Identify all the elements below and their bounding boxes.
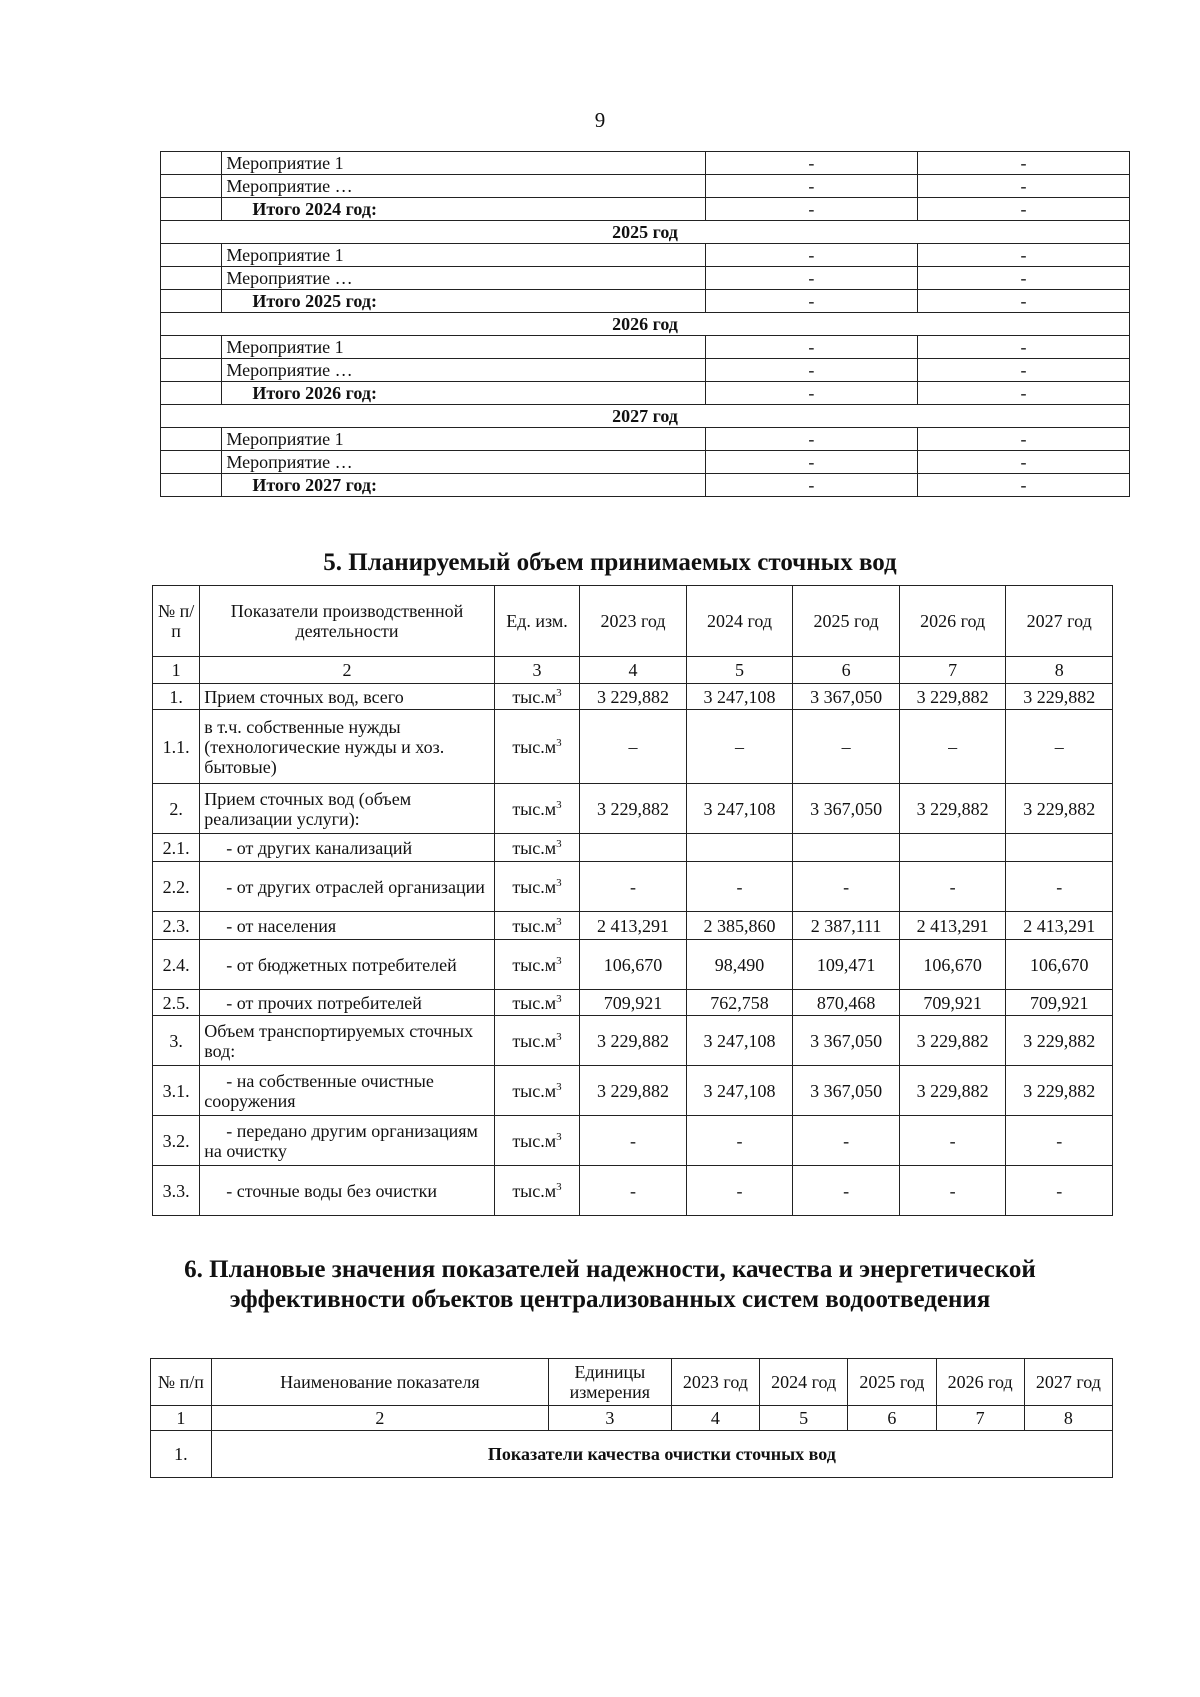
value-cell: 3 229,882: [899, 684, 1006, 710]
year-label: 2027 год: [161, 405, 1130, 428]
column-index: 6: [793, 657, 900, 684]
indicators-table: [150, 1358, 1113, 1478]
value-cell: 3 247,108: [686, 784, 793, 834]
unit-superscript: 3: [556, 736, 562, 749]
unit-superscript: 3: [556, 992, 562, 1005]
column-index: 1: [153, 657, 200, 684]
activity-name: Мероприятие 1: [222, 244, 705, 267]
table-row: [153, 1116, 1113, 1166]
unit-cell: [494, 834, 579, 862]
unit-text: тыс.м: [512, 954, 557, 975]
unit-superscript: 3: [556, 686, 562, 699]
value-cell: 3 229,882: [580, 784, 687, 834]
value-cell: -: [580, 1166, 687, 1216]
value-cell: -: [686, 1166, 793, 1216]
value-cell: [580, 834, 687, 862]
value-cell: 3 229,882: [1006, 1016, 1113, 1066]
column-index: 2: [211, 1406, 548, 1431]
unit-text: тыс.м: [512, 736, 557, 757]
value-cell: 2 413,291: [899, 912, 1006, 940]
unit-cell: [494, 912, 579, 940]
value-cell: 3 229,882: [1006, 784, 1113, 834]
year-label: 2026 год: [161, 313, 1130, 336]
activity-value: -: [705, 336, 917, 359]
row-number: 3.1.: [153, 1066, 200, 1116]
indicator-name: - на собственные очистные сооружения: [200, 1066, 495, 1116]
activity-value: -: [917, 175, 1129, 198]
activity-name: Мероприятие …: [222, 175, 705, 198]
activity-name: Итого 2026 год:: [222, 382, 705, 405]
activity-name: Мероприятие …: [222, 267, 705, 290]
column-header: Показатели производственной деятельности: [200, 586, 495, 657]
column-header: 2025 год: [848, 1359, 936, 1406]
activity-name: Итого 2027 год:: [222, 474, 705, 497]
year-row: [161, 221, 1130, 244]
unit-superscript: 3: [556, 1030, 562, 1043]
value-cell: -: [1006, 1166, 1113, 1216]
wastewater-volume-table-body: [153, 586, 1113, 1216]
value-cell: 109,471: [793, 940, 900, 990]
unit-cell: [494, 1066, 579, 1116]
column-header: Единицы измерения: [548, 1359, 671, 1406]
unit-superscript: 3: [556, 1080, 562, 1093]
activity-value: -: [705, 244, 917, 267]
section-5-title: 5. Планируемый объем принимаемых сточных вод: [323, 549, 897, 576]
indicator-name: Прием сточных вод (объем реализации услуги):: [200, 784, 495, 834]
value-cell: –: [899, 710, 1006, 784]
activity-value: -: [705, 451, 917, 474]
value-cell: -: [686, 1116, 793, 1166]
table-row: [153, 1016, 1113, 1066]
activity-name: Мероприятие …: [222, 451, 705, 474]
row-number: 2.3.: [153, 912, 200, 940]
activity-row: [161, 428, 1130, 451]
value-cell: –: [686, 710, 793, 784]
row-number: 3.3.: [153, 1166, 200, 1216]
indicator-name: - от бюджетных потребителей: [200, 940, 495, 990]
value-cell: -: [1006, 862, 1113, 912]
value-cell: 2 413,291: [580, 912, 687, 940]
section-row-number: 1.: [151, 1431, 212, 1478]
total-row: [161, 382, 1130, 405]
unit-cell: [494, 862, 579, 912]
section-row-label: Показатели качества очистки сточных вод: [211, 1431, 1112, 1478]
value-cell: 3 367,050: [793, 684, 900, 710]
year-row: [161, 313, 1130, 336]
year-row: [161, 405, 1130, 428]
row-number: 2.: [153, 784, 200, 834]
unit-cell: [494, 940, 579, 990]
value-cell: -: [580, 862, 687, 912]
activity-value: -: [917, 198, 1129, 221]
table-row: [153, 1166, 1113, 1216]
activity-value: -: [917, 359, 1129, 382]
table-row: [153, 684, 1113, 710]
activity-value: -: [705, 267, 917, 290]
column-header: 2023 год: [671, 1359, 759, 1406]
column-header: 2023 год: [580, 586, 687, 657]
value-cell: 870,468: [793, 990, 900, 1016]
value-cell: 2 413,291: [1006, 912, 1113, 940]
indicator-name: - от населения: [200, 912, 495, 940]
total-row: [161, 474, 1130, 497]
activity-row: [161, 267, 1130, 290]
value-cell: [793, 834, 900, 862]
value-cell: -: [793, 862, 900, 912]
column-index: 3: [494, 657, 579, 684]
activity-value: -: [917, 451, 1129, 474]
activity-value: -: [917, 290, 1129, 313]
value-cell: -: [899, 1166, 1006, 1216]
value-cell: [899, 834, 1006, 862]
value-cell: 3 229,882: [899, 1066, 1006, 1116]
column-header: Наименование показателя: [211, 1359, 548, 1406]
value-cell: 709,921: [580, 990, 687, 1016]
unit-superscript: 3: [556, 954, 562, 967]
value-cell: 709,921: [1006, 990, 1113, 1016]
column-index: 8: [1024, 1406, 1112, 1431]
unit-text: тыс.м: [512, 915, 557, 936]
value-cell: 3 229,882: [580, 684, 687, 710]
indicator-name: - от прочих потребителей: [200, 990, 495, 1016]
unit-text: тыс.м: [512, 1130, 557, 1151]
activities-table-body: [161, 152, 1130, 497]
table-header-row: [151, 1359, 1113, 1406]
unit-cell: [494, 684, 579, 710]
table-row: [153, 862, 1113, 912]
unit-text: тыс.м: [512, 876, 557, 897]
activity-value: -: [917, 336, 1129, 359]
wastewater-volume-table: [152, 585, 1113, 1216]
activity-value: -: [917, 152, 1129, 175]
unit-text: тыс.м: [512, 837, 557, 858]
activity-value: -: [917, 382, 1129, 405]
value-cell: 3 229,882: [1006, 684, 1113, 710]
value-cell: 3 367,050: [793, 1016, 900, 1066]
total-row: [161, 290, 1130, 313]
table-row: [153, 1066, 1113, 1116]
row-number: 2.5.: [153, 990, 200, 1016]
column-index: 5: [760, 1406, 848, 1431]
row-number: 2.4.: [153, 940, 200, 990]
activity-value: -: [705, 198, 917, 221]
value-cell: 106,670: [1006, 940, 1113, 990]
column-header: 2027 год: [1024, 1359, 1112, 1406]
unit-superscript: 3: [556, 915, 562, 928]
table-row: [153, 940, 1113, 990]
value-cell: -: [899, 1116, 1006, 1166]
row-number: 1.1.: [153, 710, 200, 784]
value-cell: 2 385,860: [686, 912, 793, 940]
value-cell: 3 247,108: [686, 1066, 793, 1116]
unit-superscript: 3: [556, 1180, 562, 1193]
activity-row: [161, 244, 1130, 267]
value-cell: -: [793, 1116, 900, 1166]
indicator-name: Объем транспортируемых сточных вод:: [200, 1016, 495, 1066]
activity-value: -: [705, 152, 917, 175]
table-row: [153, 912, 1113, 940]
value-cell: -: [580, 1116, 687, 1166]
value-cell: 3 247,108: [686, 684, 793, 710]
column-header: 2026 год: [936, 1359, 1024, 1406]
row-number: 1.: [153, 684, 200, 710]
row-number-cell: [161, 244, 222, 267]
column-index: 2: [200, 657, 495, 684]
row-number-cell: [161, 290, 222, 313]
activity-name: Мероприятие 1: [222, 336, 705, 359]
year-label: 2025 год: [161, 221, 1130, 244]
total-row: [161, 198, 1130, 221]
value-cell: 3 229,882: [899, 1016, 1006, 1066]
value-cell: –: [793, 710, 900, 784]
table-index-row: [153, 657, 1113, 684]
value-cell: 98,490: [686, 940, 793, 990]
activity-value: -: [705, 474, 917, 497]
indicator-name: - от других отраслей организации: [200, 862, 495, 912]
value-cell: 3 229,882: [580, 1016, 687, 1066]
value-cell: 709,921: [899, 990, 1006, 1016]
unit-superscript: 3: [556, 837, 562, 850]
row-number-cell: [161, 336, 222, 359]
column-header: Ед. изм.: [494, 586, 579, 657]
column-header: № п/п: [153, 586, 200, 657]
row-number-cell: [161, 382, 222, 405]
column-index: 6: [848, 1406, 936, 1431]
indicator-name: в т.ч. собственные нужды (технологические нужды и хоз. бытовые): [200, 710, 495, 784]
activity-value: -: [705, 359, 917, 382]
activity-row: [161, 152, 1130, 175]
column-header: 2024 год: [760, 1359, 848, 1406]
value-cell: 3 229,882: [899, 784, 1006, 834]
activity-value: -: [917, 474, 1129, 497]
row-number-cell: [161, 267, 222, 290]
indicator-name: Прием сточных вод, всего: [200, 684, 495, 710]
column-header: 2027 год: [1006, 586, 1113, 657]
unit-text: тыс.м: [512, 1080, 557, 1101]
row-number-cell: [161, 152, 222, 175]
unit-superscript: 3: [556, 876, 562, 889]
value-cell: 106,670: [580, 940, 687, 990]
column-index: 7: [936, 1406, 1024, 1431]
unit-text: тыс.м: [512, 798, 557, 819]
row-number: 3.2.: [153, 1116, 200, 1166]
unit-cell: [494, 1016, 579, 1066]
page-number: 9: [594, 108, 606, 132]
activities-table: [160, 151, 1130, 497]
activity-value: -: [705, 428, 917, 451]
column-header: 2026 год: [899, 586, 1006, 657]
column-index: 1: [151, 1406, 212, 1431]
value-cell: 3 229,882: [580, 1066, 687, 1116]
indicator-name: - от других канализаций: [200, 834, 495, 862]
unit-cell: [494, 1166, 579, 1216]
unit-text: тыс.м: [512, 1030, 557, 1051]
activity-name: Мероприятие …: [222, 359, 705, 382]
value-cell: –: [580, 710, 687, 784]
row-number-cell: [161, 428, 222, 451]
table-row: [153, 710, 1113, 784]
row-number-cell: [161, 198, 222, 221]
column-index: 7: [899, 657, 1006, 684]
column-header: 2024 год: [686, 586, 793, 657]
activity-name: Мероприятие 1: [222, 428, 705, 451]
value-cell: [686, 834, 793, 862]
activity-row: [161, 336, 1130, 359]
table-row: [153, 784, 1113, 834]
value-cell: -: [899, 862, 1006, 912]
activity-value: -: [705, 382, 917, 405]
value-cell: [1006, 834, 1113, 862]
column-index: 4: [580, 657, 687, 684]
unit-cell: [494, 990, 579, 1016]
unit-superscript: 3: [556, 798, 562, 811]
activity-name: Итого 2025 год:: [222, 290, 705, 313]
row-number: 2.1.: [153, 834, 200, 862]
activity-name: Мероприятие 1: [222, 152, 705, 175]
value-cell: 3 367,050: [793, 1066, 900, 1116]
value-cell: -: [1006, 1116, 1113, 1166]
section-6-title: 6. Плановые значения показателей надежности, качества и энергетической эффективности объектов централизованных систем водоотведения: [184, 1256, 1036, 1313]
table-index-row: [151, 1406, 1113, 1431]
activity-row: [161, 359, 1130, 382]
table-row: [153, 990, 1113, 1016]
column-header: № п/п: [151, 1359, 212, 1406]
unit-cell: [494, 710, 579, 784]
value-cell: -: [686, 862, 793, 912]
unit-text: тыс.м: [512, 992, 557, 1013]
unit-cell: [494, 784, 579, 834]
activity-value: -: [917, 267, 1129, 290]
column-index: 4: [671, 1406, 759, 1431]
value-cell: 3 247,108: [686, 1016, 793, 1066]
value-cell: 2 387,111: [793, 912, 900, 940]
row-number-cell: [161, 175, 222, 198]
activity-value: -: [917, 244, 1129, 267]
table-header-row: [153, 586, 1113, 657]
unit-superscript: 3: [556, 1130, 562, 1143]
activity-row: [161, 175, 1130, 198]
column-index: 8: [1006, 657, 1113, 684]
row-number-cell: [161, 474, 222, 497]
value-cell: 3 229,882: [1006, 1066, 1113, 1116]
indicator-name: - передано другим организациям на очистку: [200, 1116, 495, 1166]
column-index: 5: [686, 657, 793, 684]
unit-text: тыс.м: [512, 686, 557, 707]
unit-text: тыс.м: [512, 1180, 557, 1201]
value-cell: –: [1006, 710, 1113, 784]
activity-value: -: [705, 175, 917, 198]
value-cell: 106,670: [899, 940, 1006, 990]
activity-name: Итого 2024 год:: [222, 198, 705, 221]
table-row: [153, 834, 1113, 862]
value-cell: 762,758: [686, 990, 793, 1016]
activity-value: -: [705, 290, 917, 313]
column-index: 3: [548, 1406, 671, 1431]
value-cell: 3 367,050: [793, 784, 900, 834]
activity-row: [161, 451, 1130, 474]
section-row: [151, 1431, 1113, 1478]
row-number: 2.2.: [153, 862, 200, 912]
column-header: 2025 год: [793, 586, 900, 657]
value-cell: -: [793, 1166, 900, 1216]
row-number-cell: [161, 359, 222, 382]
row-number: 3.: [153, 1016, 200, 1066]
indicator-name: - сточные воды без очистки: [200, 1166, 495, 1216]
unit-cell: [494, 1116, 579, 1166]
row-number-cell: [161, 451, 222, 474]
activity-value: -: [917, 428, 1129, 451]
